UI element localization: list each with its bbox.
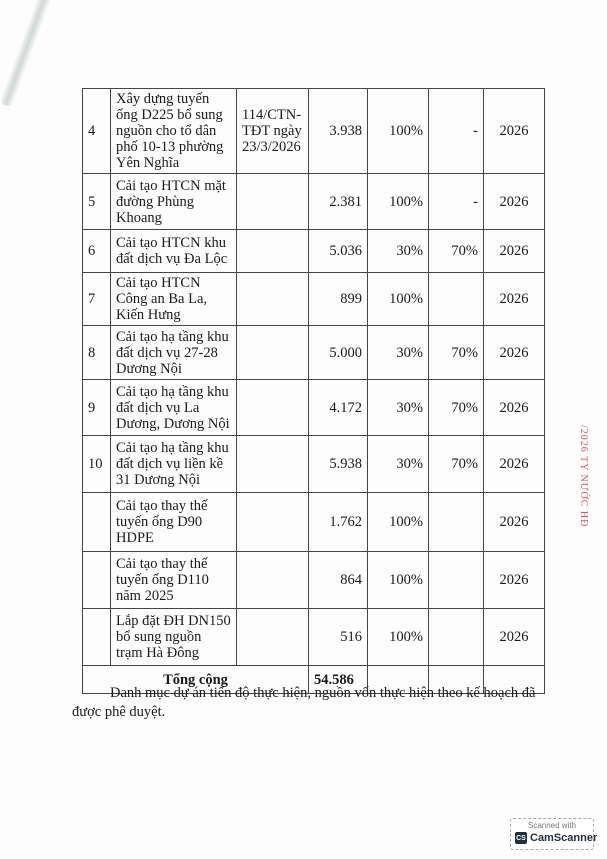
percent-2 [429,609,484,666]
row-number: 10 [83,436,111,493]
project-name: Cải tạo hạ tầng khu đất dịch vụ 27-28 Dương Nội [111,326,237,380]
camscanner-watermark [510,818,598,850]
percent-1: 100% [368,609,429,666]
capital-value: 2.381 [309,174,368,230]
reference-doc [237,326,309,380]
watermark-line1: Scanned with [527,821,577,830]
total-value: 54.586 [309,666,368,694]
completion-year: 2026 [484,273,545,326]
table-row [83,174,545,230]
page-fold-shadow [0,0,53,108]
table-row [83,493,545,552]
percent-2: - [429,174,484,230]
percent-1: 100% [368,493,429,552]
project-name: Cải tạo hạ tầng khu đất dịch vụ La Dương, Dương Nội [111,380,237,436]
table-row [83,273,545,326]
reference-doc [237,380,309,436]
reference-doc [237,552,309,609]
project-name: Cải tạo HTCN khu đất dịch vụ Đa Lộc [111,230,237,273]
percent-1: 30% [368,436,429,493]
completion-year: 2026 [484,174,545,230]
table-row [83,89,545,174]
project-name: Cải tạo HTCN Công an Ba La, Kiến Hưng [111,273,237,326]
capital-value: 5.938 [309,436,368,493]
row-number: 5 [83,174,111,230]
reference-doc [237,230,309,273]
completion-year: 2026 [484,436,545,493]
table-row [83,230,545,273]
row-number [83,493,111,552]
completion-year: 2026 [484,493,545,552]
table-row [83,380,545,436]
row-number: 7 [83,273,111,326]
project-table [82,88,545,694]
completion-year: 2026 [484,380,545,436]
percent-2 [429,273,484,326]
percent-2 [429,493,484,552]
project-name: Cải tạo thay thế tuyến ống D110 năm 2025 [111,552,237,609]
table-row [83,436,545,493]
completion-year: 2026 [484,552,545,609]
stamp-mark: /2026 TY NƯỚC HĐ [578,425,589,528]
percent-2: 70% [429,380,484,436]
percent-2: 70% [429,326,484,380]
total-label: Tổng cộng [83,666,309,694]
percent-1: 30% [368,326,429,380]
percent-1: 100% [368,552,429,609]
percent-1: 30% [368,230,429,273]
project-name: Cải tạo thay thế tuyến ống D90 HDPE [111,493,237,552]
completion-year: 2026 [484,609,545,666]
percent-2: 70% [429,230,484,273]
capital-value: 516 [309,609,368,666]
table-row [83,326,545,380]
project-name: Cải tạo HTCN mặt đường Phùng Khoang [111,174,237,230]
project-name: Lắp đặt ĐH DN150 bổ sung nguồn trạm Hà Đông [111,609,237,666]
capital-value: 864 [309,552,368,609]
watermark-line2: CamScanner [530,832,598,844]
reference-doc [237,493,309,552]
capital-value: 899 [309,273,368,326]
capital-value: 5.000 [309,326,368,380]
row-number [83,552,111,609]
row-number: 6 [83,230,111,273]
reference-doc [237,436,309,493]
camscanner-logo-icon: CS [515,832,527,844]
percent-2: - [429,89,484,174]
reference-doc [237,174,309,230]
row-number: 9 [83,380,111,436]
completion-year: 2026 [484,89,545,174]
percent-2 [429,552,484,609]
reference-doc [237,609,309,666]
percent-1: 100% [368,174,429,230]
note-paragraph: Danh mục dự án tiến độ thực hiện, nguồn vốn thực hiện theo kế hoạch đã được phê duyệt. [72,685,536,720]
row-number: 4 [83,89,111,174]
capital-value: 5.036 [309,230,368,273]
percent-1: 100% [368,273,429,326]
percent-1: 100% [368,89,429,174]
capital-value: 1.762 [309,493,368,552]
reference-doc [237,273,309,326]
table-row [83,552,545,609]
row-number: 8 [83,326,111,380]
capital-value: 3.938 [309,89,368,174]
capital-value: 4.172 [309,380,368,436]
project-name: Cải tạo hạ tầng khu đất dịch vụ liền kề 31 Dương Nội [111,436,237,493]
percent-2: 70% [429,436,484,493]
project-name: Xây dựng tuyến ống D225 bổ sung nguồn cho tổ dân phố 10-13 phường Yên Nghĩa [111,89,237,174]
reference-doc: 114/CTN-TĐT ngày 23/3/2026 [237,89,309,174]
completion-year: 2026 [484,230,545,273]
table-row [83,609,545,666]
row-number [83,609,111,666]
percent-1: 30% [368,380,429,436]
completion-year: 2026 [484,326,545,380]
